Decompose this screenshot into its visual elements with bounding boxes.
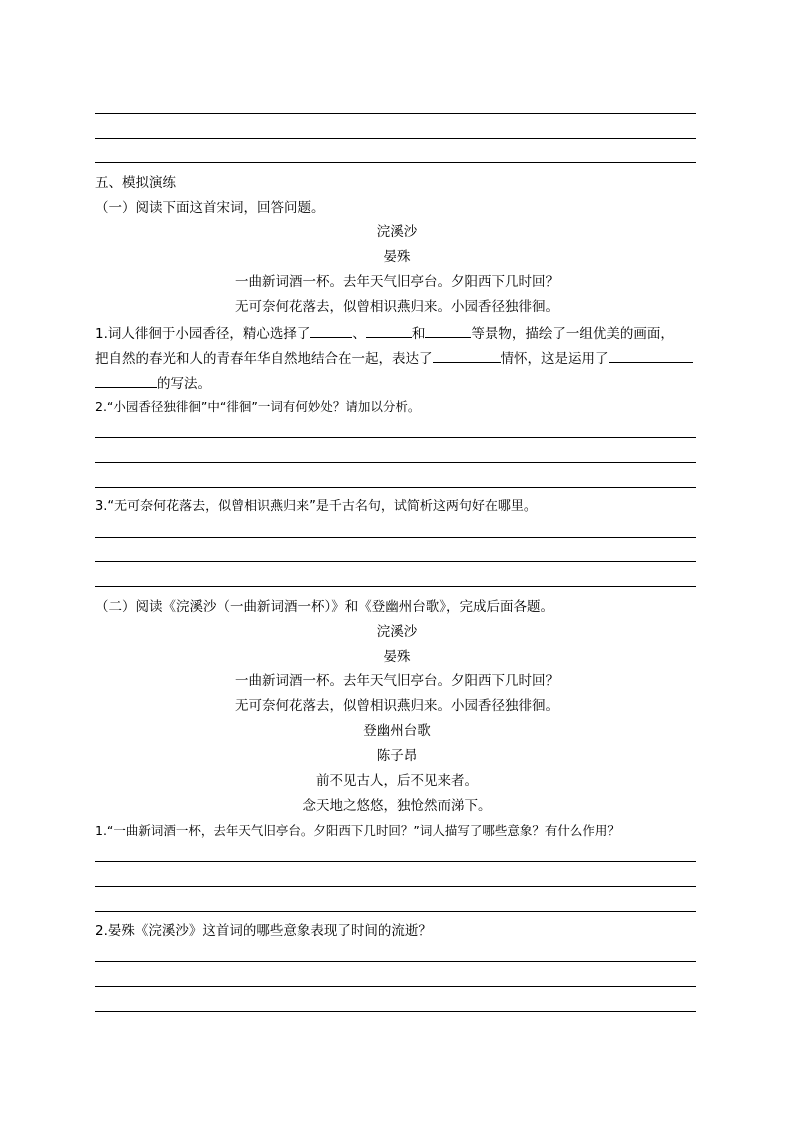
poem-author: 陈子昂 xyxy=(376,748,418,764)
answer-line xyxy=(95,113,696,114)
answer-line xyxy=(95,886,696,887)
poem-line: 一曲新词酒一杯。去年天气旧亭台。夕阳西下几时回？ xyxy=(235,673,559,689)
blank-field[interactable] xyxy=(366,323,412,338)
question-3: 3.“无可奈何花落去，似曾相识燕归来”是千古名句，试简析这两句好在哪里。 xyxy=(95,499,537,514)
poem-author: 晏殊 xyxy=(383,249,411,265)
poem-line: 念天地之悠悠，独怆然而涕下。 xyxy=(302,798,492,814)
answer-line xyxy=(95,487,696,488)
question-text: 和 xyxy=(411,326,426,342)
answer-line xyxy=(95,537,696,538)
answer-line xyxy=(95,961,696,962)
poem-line: 无可奈何花落去，似曾相识燕归来。小园香径独徘徊。 xyxy=(235,299,559,315)
poem-line: 前不见古人，后不见来者。 xyxy=(316,773,478,789)
part2-question-1: 1.“一曲新词酒一杯，去年天气旧亭台。夕阳西下几时回？”词人描写了哪些意象？有什么作用？ xyxy=(95,823,620,838)
answer-line xyxy=(95,561,696,562)
blank-field[interactable] xyxy=(310,323,352,338)
part1-instruction: （一）阅读下面这首宋词，回答问题。 xyxy=(95,200,325,216)
poem-line: 一曲新词酒一杯。去年天气旧亭台。夕阳西下几时回？ xyxy=(235,274,559,290)
question-text: 、 xyxy=(352,326,366,342)
answer-line xyxy=(95,911,696,912)
answer-line xyxy=(95,437,696,438)
question-1-line2 xyxy=(95,348,693,368)
answer-line xyxy=(95,462,696,463)
blank-field[interactable] xyxy=(433,348,501,363)
question-text: 1.词人徘徊于小园香径，精心选择了 xyxy=(95,326,311,342)
answer-line xyxy=(95,162,696,163)
section-title: 五、模拟演练 xyxy=(95,175,176,191)
answer-line xyxy=(95,1011,696,1012)
answer-line xyxy=(95,586,696,587)
poem-line: 无可奈何花落去，似曾相识燕归来。小园香径独徘徊。 xyxy=(235,698,559,714)
poem-title: 登幽州台歌 xyxy=(363,723,431,739)
poem-title: 浣溪沙 xyxy=(376,624,418,640)
question-text: 的写法。 xyxy=(157,376,211,392)
blank-field[interactable] xyxy=(609,348,693,363)
question-text: 等景物，描绘了一组优美的画面， xyxy=(471,326,674,342)
blank-field[interactable] xyxy=(425,323,471,338)
part2-instruction: （二）阅读《浣溪沙（一曲新词酒一杯）》和《登幽州台歌》，完成后面各题。 xyxy=(95,599,554,615)
answer-line xyxy=(95,986,696,987)
question-1-line1 xyxy=(95,323,674,343)
question-text: 情怀，这是运用了 xyxy=(500,351,609,367)
question-2: 2.“小园香径独徘徊”中“徘徊”一词有何妙处？请加以分析。 xyxy=(95,399,421,414)
poem-author: 晏殊 xyxy=(383,649,411,665)
blank-field[interactable] xyxy=(95,373,157,388)
answer-line xyxy=(95,861,696,862)
poem-title: 浣溪沙 xyxy=(376,224,418,240)
question-text: 把自然的春光和人的青春年华自然地结合在一起，表达了 xyxy=(95,351,433,367)
question-1-line3 xyxy=(95,373,211,393)
answer-line xyxy=(95,138,696,139)
part2-question-2: 2.晏殊《浣溪沙》这首词的哪些意象表现了时间的流逝？ xyxy=(95,923,432,939)
